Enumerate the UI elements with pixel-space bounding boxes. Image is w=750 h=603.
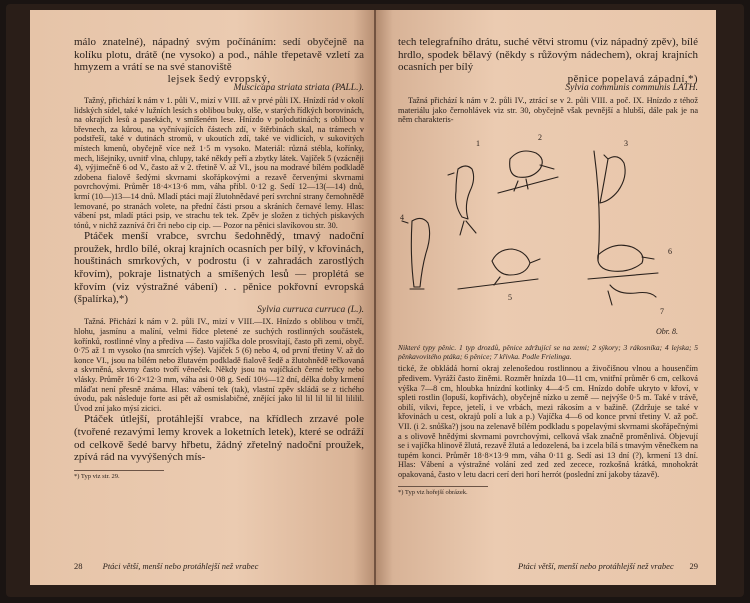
figure-number-4: 4 [400,212,404,222]
figure-number-7: 7 [660,306,664,316]
right-paragraph-2: tické, že obkládá horní okraj zelenošedou rostlinnou a živočišnou vlnou a housenčím předivem. Vyráží často žiněmi. Rozměr hnízda 10—11 cm, vnitřní průměr 6 cm, celková výška 7—8 cm, hloubka hnízdní kotlinky 4—4·5 cm. Hnízdo dobře ukryto v křoví, v spleti rostlin (lopuší, kopřivách), obyčejně nízko u země — nejvýše 0·5 m. Také v trávě, obilí, vikvi, řepce, jetelí, i ve vrbách, mezi rákosím a v bažině. (Zdržuje se také v křovinách u cest, okrajů polí a luk a p.) Vajíčka 4—6 od konce první třetiny V. až poč. VII. (i 2. snůška?) jsou na zelenavě bílém podkladu s popelavými skvrnami skořápečnými a s olivově hnědými skvrnami povrchovými, celková však značně proměnlivá. Objevují se i vajíčka hlinově žlutá, rezavě žlutá a ledozelená, ba i zcela bílá s tmavým věnečkem na tupém konci. Průměr 18·8×13·9 mm, váha 0·11 g. Sedí asi 13 dní (?), krmení 13 dní. Hlas: Vábení a výstražné volání zed zed zed zecece, rozkošná krátká, mnohokrát opakovaná, často v letu dacri cerí deri horí herrót (poslední zní jakoby tázavě). [398,364,698,479]
right-page [376,10,716,585]
right-footer [398,561,698,571]
left-paragraph-2: Ptáček menší vrabce, svrchu šedohnědý, tmavý nadoční proužek, hrdlo bílé, okraj krajních ocasních per bílý, v křovinách, houštinách smrkových, v podrostu (i v zahradách zarostlých křovím), pokraje listnatých a smíšených lesů — proplétá se křovím (viz výstražné vábení) . . pěnice pokřovní evropská (špalírka),*) [74,230,364,306]
figure-label: Obr. 8. [655,326,678,336]
left-paragraph-3: Tažná. Přichází k nám v 2. půli IV., mizí v VIII.—IX. Hnízdo s oblibou v trnčí, hlohu, jasmínu a malíní, velmi řídce pletené ze suchých rostlinných součástek, kořínků, rostlinné vlny a předivа — často vajíčka dole prosvítají, často při zemi, obyč. 0·75 až 1 m vysoko (na smrcích výše). Vajíček 5 (6) nebo 4, od první třetiny V. až do konce VI., jsou na bílém nebo žlutavém podkladě fialově šedě a žlutohnědě tečkovaná a skvrněná, skvrny často tvoří věneček. Někdy jsou na vajíčkách černé tečky nebo vlásky. Průměr 16·2×12·3 mm, váha asi 0·08 g. Sedí 10½—12 dní, délka doby krmení mláďat není přesně známa. Hlas: vábení tek (tak), vlastní zpěv skládá se z tichého úvodu, pak následuje forte asi pět až osmislabičné, znějící jako lil lil lil lil lil lililil. Úvod zní jako mýsí zicici. [74,317,364,413]
left-footer [74,561,364,571]
figure-number-5: 5 [508,292,512,302]
species-latin-flycatcher: Muscicapa striata striata (PALL.). [233,83,364,94]
right-paragraph-1: Tažná přichází k nám v 2. půli IV., ztrácí se v 2. půli VIII. a poč. IX. Hnízdo z téhož materiálu jako černohlávek viz str. 30, obyčejně však pevnější a hlubší, dále pak je na něm charakteris- [398,95,698,125]
left-running-title: Ptáci větší, menší nebo protáhlejší než vrabec [102,561,259,571]
bird-types-figure [398,129,698,325]
right-text-column [398,36,698,497]
species-latin-warbler: Sylvia curruca curruca (L.). [257,304,364,315]
right-page-number: 29 [689,561,698,571]
species-heading-whitethroat: pěnice popelavá západní,*) [567,72,698,85]
left-page-number: 28 [74,561,83,571]
right-footnote: *) Typ viz hořejší obrázek. [398,486,488,497]
figure-number-1: 1 [476,138,480,148]
figure-number-2: 2 [538,132,542,142]
figure-caption: Nikteré typy pěnic. 1 typ drozdů, pěnice zdržující se na zemi; 2 sýkory; 3 rákosníka; 4 lejska; 5 pěnkavovitého ptáka; 6 pěnice; 7 křivka. Podle Frielinga. [398,342,698,361]
species-heading-flycatcher: lejsek šedý evropský, [167,72,271,85]
left-top-lines: málo znatelné), nápadný svým počínáním: sedí obyčejně na kolíku plotu, drátě (ne vysoko) a pod., náhle třepetavě vzletí za hmyzem a vrátí se na své stanoviště [74,36,364,74]
bird-silhouettes-illustration [398,129,698,325]
figure-number-6: 6 [668,246,672,256]
left-footnote: *) Typ viz str. 29. [74,470,164,481]
species-latin-whitethroat: Sylvia communis communis LATH. [565,83,698,94]
figure-number-3: 3 [624,138,628,148]
left-page [30,10,374,585]
left-text-column [74,36,364,481]
right-running-title: Ptáci větší, menší nebo protáhlejší než vrabec [518,561,674,571]
left-paragraph-1: Tažný, přichází k nám v 1. půli V., mizí v VIII. až v prvé půli IX. Hnízdí rád v okolí lidských sídel, také v lužních lesích s oblibou buky, olše, v starých řídkých borovinách, na okrajích lesů a pasekách, v smíšeném lese. Hnízdo v polodutinách; s oblibou v břevnech, za kůrou, na vyčnívajících částech zdí, v štěrbinách skal, na trámech v podstřeší, také v dutinách stromů, v ukoutích zdí, také ve vidlicích, v sukovitých místech kmenů, obyčejně více než 1·5 m vysoko. Materiál: různá stébla, kořínky, mech, lišejníky, uvnitř vlna, chlupy, také někdy peří a zbytky látek. Vajíček 5 (vzácněji 4), výjimečně 6 od V., často až v 2. třetině V. až VI., jsou na modravé bílém podkladě zdobena fialově šedými skvrnami skořápkovými a rezavě červenými skvrnami povrchovými. Průměr 18·4×13·6 mm, váha přibl. 0·12 g. Sedí 12—13(—14) dnů, krmí (10—)13—14 dnů. Mladí ptáci mají žlutohnědavé perí svrchní strany černohnědě lemované, po stranách volete, na přední části prsou a skráních černavé lemy. Hlas: vábení pst, mladí ptáci psip, ve strachu tek tek. Zpěv je složen z tichých piskavých tónů, v nichž zaznívá čri čri nebo cip cip. — Pozor na pěnici slavíkovou str. 30. [74,95,364,230]
right-top-lines: tech telegrafního drátu, suché větvi stromu (viz nápadný zpěv), bílé hrdlo, spodek bělavý (někdy s růžovým nádechem), okraj krajních ocasních per bílý [398,36,698,74]
left-paragraph-4: Ptáček útlejší, protáhlejší vrabce, na křídlech zrzavé pole (tvořené rezavými lemy krovek a loketních letek), které se odráží od celkově šedé barvy hřbetu, žádný zřetelný nadoční proužek, zpívá rád na vyvýšených mís- [74,413,364,464]
